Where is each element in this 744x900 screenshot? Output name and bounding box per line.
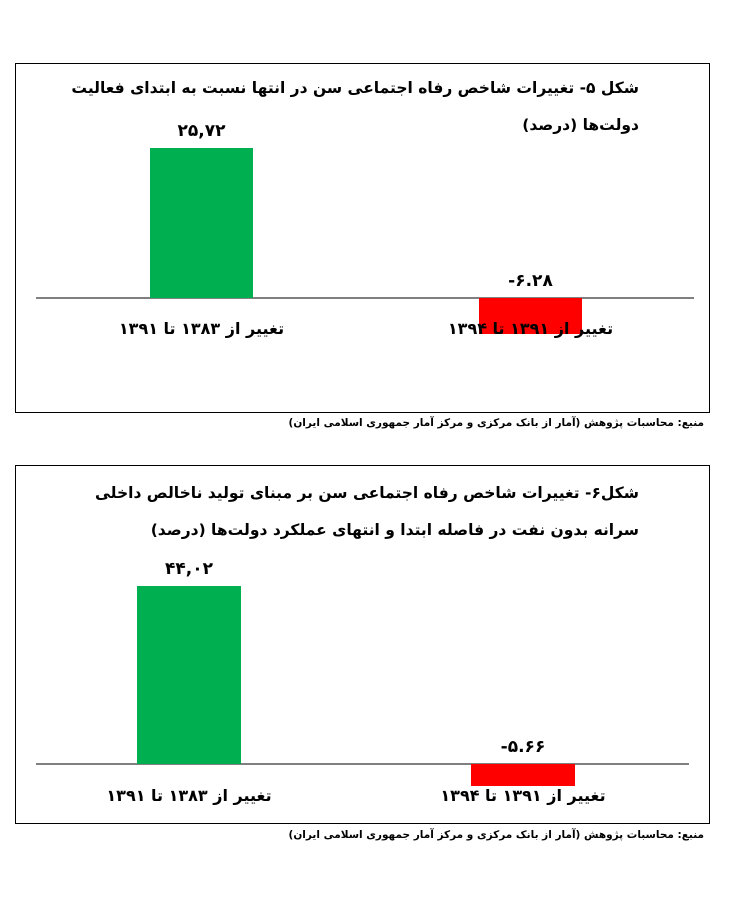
bar-1391-1394 [471, 764, 575, 786]
category-label-1383-1391: تغییر از ۱۳۸۳ تا ۱۳۹۱ [118, 319, 285, 338]
bar-1383-1391 [150, 148, 253, 298]
source-note: منبع: محاسبات پژوهش (آمار از بانک مرکزی و مرکز آمار جمهوری اسلامی ایران) [288, 417, 704, 429]
chart-title-line1: شکل۶- تغییرات شاخص رفاه اجتماعی سن بر مبنای تولید ناخالص داخلی [94, 484, 639, 502]
source-note: منبع: محاسبات پژوهش (آمار از بانک مرکزی و مرکز آمار جمهوری اسلامی ایران) [288, 829, 704, 841]
category-label-1391-1394: تغییر از ۱۳۹۱ تا ۱۳۹۴ [447, 319, 614, 338]
chart-title-line2: سرانه بدون نفت در فاصله ابتدا و انتهای عملکرد دولت‌ها (درصد) [150, 521, 639, 539]
bar-plot [16, 64, 709, 412]
category-label-1383-1391: تغییر از ۱۳۸۳ تا ۱۳۹۱ [106, 786, 272, 805]
value-label-1383-1391: ۴۴,۰۲ [165, 559, 213, 579]
figure-5-chart [15, 63, 710, 413]
value-label-1391-1394: -۵.۶۶ [500, 737, 546, 757]
category-label-1391-1394: تغییر از ۱۳۹۱ تا ۱۳۹۴ [440, 786, 606, 805]
value-label-1383-1391: ۲۵,۷۲ [177, 121, 226, 141]
bar-plot [16, 466, 709, 823]
chart-title-line1: شکل ۵- تغییرات شاخص رفاه اجتماعی سن در انتها نسبت به ابتدای فعالیت [71, 79, 639, 97]
value-label-1391-1394: -۶.۲۸ [508, 271, 553, 291]
chart-title-line2: دولت‌ها (درصد) [522, 116, 639, 134]
bar-1383-1391 [137, 586, 241, 764]
figure-6-chart [15, 465, 710, 824]
